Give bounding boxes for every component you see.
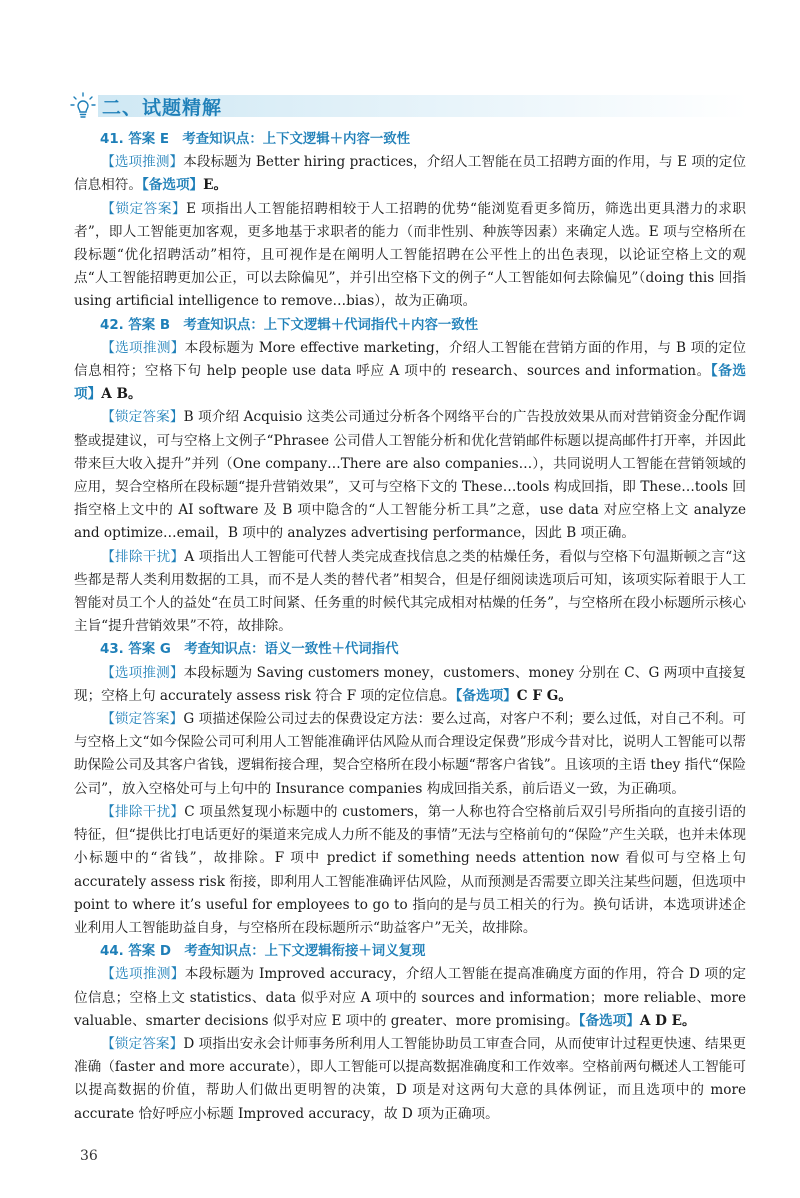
candidate-value: A B。 xyxy=(101,386,142,403)
question-42-option-guess xyxy=(74,337,746,407)
question-42-exclude-distractor xyxy=(74,546,746,639)
candidate-value: E。 xyxy=(203,177,228,194)
candidate-label: 【备选项】 xyxy=(455,687,517,704)
tag-label: 【排除干扰】 xyxy=(101,548,185,565)
paragraph-text: 本段标题为 More effective marketing，介绍人工智能在营销方面的作用，与 B 项的定位信息相符；空格下句 help people use data 呼应 A 项中的 research、sources and information。 xyxy=(74,339,746,380)
question-44-option-guess xyxy=(74,963,746,1033)
candidate-label: 【备选项】 xyxy=(141,177,204,194)
question-43-option-guess xyxy=(74,662,746,708)
tag-label: 【选项推测】 xyxy=(101,154,184,171)
paragraph-text: 本段标题为 Better hiring practices，介绍人工智能在员工招聘方面的作用，与 E 项的定位信息相符。 xyxy=(74,154,747,194)
paragraph-text: A 项指出人工智能可代替人类完成查找信息之类的枯燥任务，看似与空格下句温斯顿之言“这些都是帮人类利用数据的工具，而不是人类的替代者”相契合，但是仔细阅读选项后可知，该项实际着眼于人工智能对员工个人的益处“在员工时间紧、任务重的时候代其完成相对枯燥的任务”，与空格所在段小标题所示核心主旨“提升营销效果”不符，故排除。 xyxy=(74,548,747,635)
paragraph-text: C 项虽然复现小标题中的 customers，第一人称也符合空格前后双引号所指向的直接引语的特征，但“提供比打电话更好的渠道来完成人力所不能及的事情”无法与空格前句的“保险”产生关联，也并未体现小标题中的“省钱”，故排除。F 项中 predict if something needs attention now 看似可与空格上句 accurately assess risk 衔接，即利用人工智能准确评估风险，从而预测是否需要立即关注某些问题，但选项中 point to where it’s useful for employees to go to 指向的是与员工相关的行为。换句话讲，本选项讲述企业利用人工智能助益自身，与空格所在段标题所示“助益客户”无关，故排除。 xyxy=(74,803,746,936)
tag-label: 【选项推测】 xyxy=(101,339,185,356)
paragraph-text: 本段标题为 Improved accuracy，介绍人工智能在提高准确度方面的作用，符合 D 项的定位信息；空格上文 statistics、data 似乎对应 A 项中的 sources and information；more reliable、more valuable、smarter decisions 似乎对应 E 项中的 greater、more promising。 xyxy=(74,966,746,1029)
tag-label: 【排除干扰】 xyxy=(101,803,185,820)
question-41-heading: 41. 答案 E 考查知识点：上下文逻辑＋内容一致性 xyxy=(100,132,411,147)
question-41-option-guess xyxy=(74,151,746,197)
question-44-lock-answer xyxy=(74,1033,746,1126)
tag-label: 【选项推测】 xyxy=(101,664,184,681)
page-number: 36 xyxy=(80,1148,98,1164)
candidate-label: 【备选项】 xyxy=(74,363,746,403)
question-41-lock-answer xyxy=(74,198,746,314)
explanations-content xyxy=(74,128,746,1126)
section-title: 二、试题精解 xyxy=(102,97,223,119)
candidate-label: 【备选项】 xyxy=(578,1012,640,1029)
paragraph-text: 本段标题为 Saving customers money，customers、money 分别在 C、G 两项中直接复现；空格上句 accurately assess risk 符合 F 项的定位信息。 xyxy=(74,664,747,704)
paragraph-text: E 项指出人工智能招聘相较于人工招聘的优势“能浏览看更多简历，筛选出更具潜力的求职者”，即人工智能更加客观，更多地基于求职者的能力（而非性别、种族等因素）来确定人选。E 项与空格所在段标题“优化招聘活动”相符，且可视作是在阐明人工智能招聘在公平性上的出色表现，以论证空格上文的观点“人工智能招聘更加公正，可以去除偏见”，并引出空格下文的例子“人工智能如何去除偏见”（doing this 回指 using artificial intelligence to remove…bias），故为正确项。 xyxy=(74,200,746,310)
candidate-value: C F G。 xyxy=(516,687,572,704)
tag-label: 【锁定答案】 xyxy=(101,711,184,728)
tag-label: 【锁定答案】 xyxy=(101,409,184,426)
section-header xyxy=(68,92,748,124)
paragraph-text: D 项指出安永会计师事务所利用人工智能协助员工审查合同，从而使审计过程更快速、结果更准确（faster and more accurate），即人工智能可以提高数据准确度和工作效率。空格前两句概述人工智能可以提高数据的价值，帮助人们做出更明智的决策，D 项是对这两句大意的具体例证，而且选项中的 more accurate 恰好呼应小标题 Improved accuracy，故 D 项为正确项。 xyxy=(74,1035,747,1122)
paragraph-text: B 项介绍 Acquisio 这类公司通过分析各个网络平台的广告投放效果从而对营销资金分配作调整或提建议，可与空格上文例子“Phrasee 公司借人工智能分析和优化营销邮件标题以提高邮件打开率，并因此带来巨大收入提升”并列（One company…There are also companies…），共同说明人工智能在营销领域的应用，契合空格所在段标题“提升营销效果”，又可与空格下文的 These…tools 构成回指，即 These…tools 回指空格上文中的 AI software 及 B 项中隐含的“人工智能分析工具”之意，use data 对应空格上文 analyze and optimize…email，B 项中的 analyzes advertising performance，因此 B 项正确。 xyxy=(74,409,746,542)
question-42-heading: 42. 答案 B 考查知识点：上下文逻辑＋代词指代＋内容一致性 xyxy=(100,317,479,333)
lightbulb-icon xyxy=(70,92,96,120)
question-43-lock-answer xyxy=(74,708,746,801)
tag-label: 【锁定答案】 xyxy=(101,1035,184,1052)
question-43-exclude-distractor xyxy=(74,801,746,940)
tag-label: 【锁定答案】 xyxy=(101,200,187,217)
question-42-lock-answer xyxy=(74,406,746,545)
question-43-heading: 43. 答案 G 考查知识点：语义一致性＋代词指代 xyxy=(100,642,399,658)
paragraph-text: G 项描述保险公司过去的保费设定方法：要么过高，对客户不利；要么过低，对自己不利。可与空格上文“如今保险公司可利用人工智能准确评估风险从而合理设定保费”形成今昔对比，说明人工智能可以帮助保险公司及其客户省钱，逻辑衔接合理，契合空格所在段小标题“帮客户省钱”。且该项的主语 they 指代“保险公司”，放入空格处可与上句中的 Insurance companies 构成回指关系，前后语义一致，为正确项。 xyxy=(74,711,746,797)
question-44-heading: 44. 答案 D 考查知识点：上下文逻辑衔接＋词义复现 xyxy=(100,944,426,960)
tag-label: 【选项推测】 xyxy=(101,966,185,983)
candidate-value: A D E。 xyxy=(639,1012,696,1029)
